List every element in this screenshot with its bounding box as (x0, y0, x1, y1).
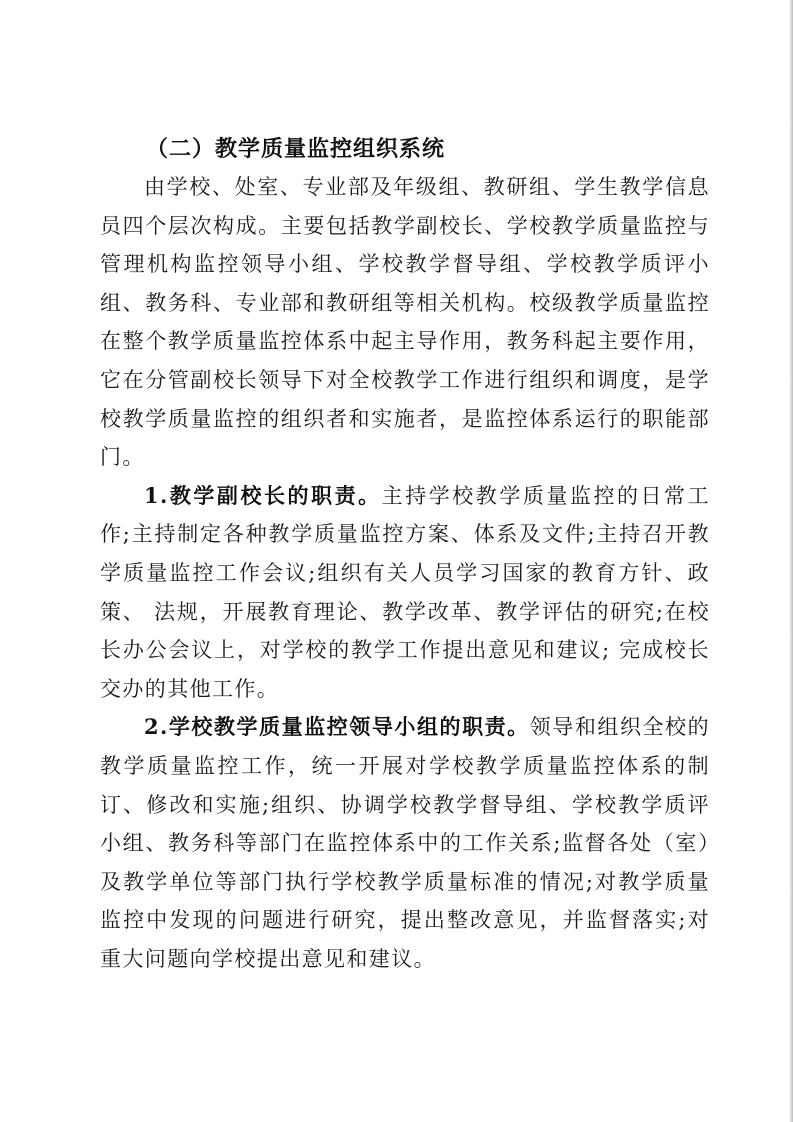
duty-heading-leadership-group: 2.学校教学质量监控领导小组的职责。 (144, 714, 530, 740)
section-title: （二）教学质量监控组织系统 (146, 136, 446, 162)
duty-text-leadership-group: 领导和组织全校的教学质量监控工作，统一开展对学校教学质量监控体系的制订、修改和实施;组织、协调学校教学督导组、学校教学质评小组、教务科等部门在监控体系中的工作关系;监督各处（室）及教学单位等部门执行学校教学质量标准的情况;对教学质量监控中发现的问题进行研究，提出整改意见，并监督落实;对重大问题向学校提出意见和建议。 (100, 715, 711, 971)
duty-heading-vice-principal: 1.教学副校长的职责。 (144, 482, 382, 508)
page-content (100, 132, 710, 978)
scan-edge-shadow (789, 0, 793, 1122)
intro-paragraph: 由学校、处室、专业部及年级组、教研组、学生教学信息员四个层次构成。主要包括教学副校长、学校教学质量监控与管理机构监控领导小组、学校教学督导组、学校教学质评小组、教务科、专业部和教研组等相关机构。校级教学质量监控在整个教学质量监控体系中起主导作用，教务科起主要作用，它在分管副校长领导下对全校教学工作进行组织和调度，是学校教学质量监控的组织者和实施者，是监控体系运行的职能部门。 (100, 175, 710, 470)
duty-paragraph-vice-principal (100, 477, 710, 709)
duty-text-vice-principal: 主持学校教学质量监控的日常工作;主持制定各种教学质量监控方案、体系及文件;主持召开教学质量监控工作会议;组织有关人员学习国家的教育方针、政策、 法规，开展教育理论、教学改革、教学评估的研究;在校长办公会议上，对学校的教学工作提出意见和建议; 完成校长交办的其他工作。 (100, 483, 710, 701)
duty-paragraph-leadership-group (100, 708, 710, 978)
